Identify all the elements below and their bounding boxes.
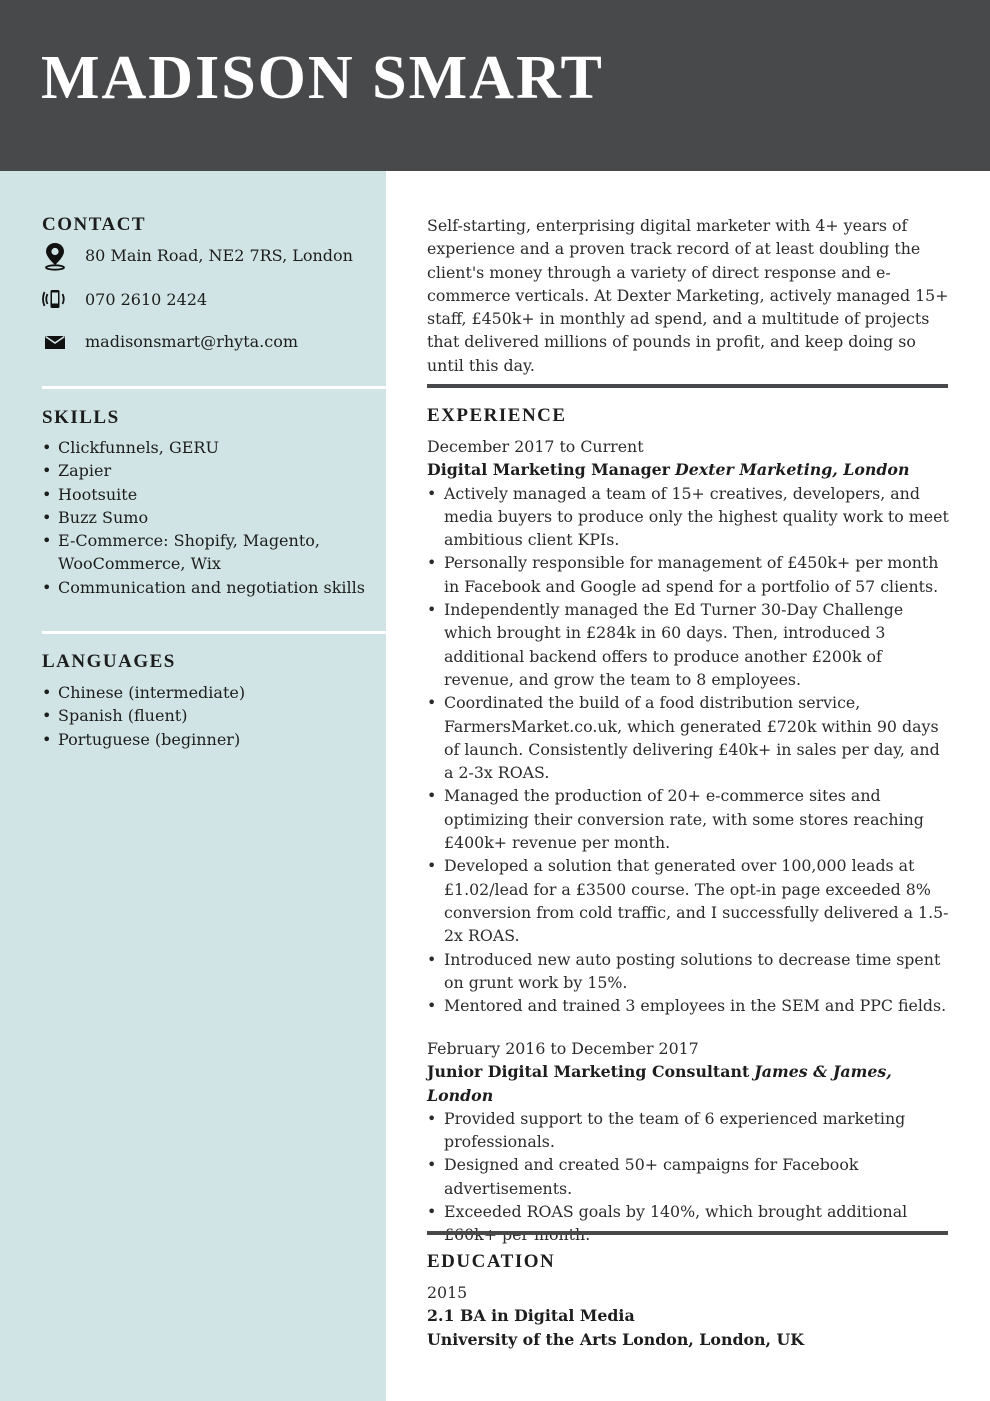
phone-icon (42, 285, 68, 315)
skill-item: • Buzz Sumo (42, 506, 372, 529)
experience-title: EXPERIENCE (427, 405, 567, 426)
professional-summary: Self-starting, enterprising digital marketer with 4+ years of experience and a proven track record of at least doubling the client's money through a variety of direct response and e-commerce verticals. At Dexter Marketing, actively managed 15+ staff, £450k+ in monthly ad spend, and a multitude of projects that delivered millions of pounds in profit, and keep doing so until this day. (427, 216, 949, 375)
language-item: • Chinese (intermediate) (42, 681, 372, 704)
divider (42, 631, 386, 634)
job-entry (427, 435, 952, 1017)
skill-item: • Zapier (42, 459, 372, 482)
job-bullet: • Provided support to the team of 6 experienced marketing professionals. (427, 1107, 952, 1154)
address-text: 80 Main Road, NE2 7RS, London (85, 246, 353, 265)
education-degree: 2.1 BA in Digital Media (427, 1306, 635, 1326)
languages-list (42, 681, 372, 751)
education-year: 2015 (427, 1283, 468, 1302)
skills-title: SKILLS (42, 407, 120, 428)
contact-email (42, 327, 372, 357)
job-bullet: • Managed the production of 20+ e-commerce sites and optimizing their conversion rate, with some stores reaching £400k+ revenue per month. (427, 784, 952, 854)
job-bullet: • Exceeded ROAS goals by 140%, which brought additional (427, 1200, 952, 1247)
job-bullet: • Coordinated the build of a food distribution service, FarmersMarket.co.uk, which generated £720k within 90 days of launch. Consistently delivering £40k+ in sales per day, and a 2-3x ROAS. (427, 691, 952, 784)
job-company: James & James, London (427, 1062, 892, 1105)
job-bullets (427, 1107, 952, 1247)
job-bullet: • Independently managed the Ed Turner 30-Day Challenge which brought in £284k in 60 days. Then, introduced 3 additional backend offers to produce another £200k of revenue, and grow the team to 8 employees. (427, 598, 952, 691)
envelope-icon (42, 327, 68, 357)
education-title: EDUCATION (427, 1251, 556, 1272)
education-school: University of the Arts London, London, UK (427, 1329, 805, 1349)
skill-item: • Hootsuite (42, 483, 372, 506)
job-bullet: • Introduced new auto posting solutions to decrease time spent on grunt work by 15%. (427, 948, 952, 995)
language-item: • Spanish (fluent) (42, 704, 372, 727)
phone-text: 070 2610 2424 (85, 290, 208, 309)
job-bullet: • Mentored and trained 3 employees in the SEM and PPC fields. (427, 994, 952, 1017)
contact-title: CONTACT (42, 214, 147, 235)
job-bullet: • Personally responsible for management of £450k+ per month in Facebook and Google ad spend for a portfolio of 57 clients. (427, 551, 952, 598)
job-heading (427, 1060, 952, 1107)
email-text: madisonsmart@rhyta.com (85, 332, 299, 351)
header-banner (0, 0, 990, 171)
job-role: Digital Marketing Manager (427, 460, 671, 480)
job-bullets (427, 482, 952, 1018)
skill-item: • Clickfunnels, GERU (42, 436, 372, 459)
skill-item: • Communication and negotiation skills (42, 576, 372, 599)
job-dates: February 2016 to December 2017 (427, 1039, 699, 1058)
education-entry (427, 1281, 952, 1351)
job-bullet: • Actively managed a team of 15+ creatives, developers, and media buyers to produce only the highest quality work to meet ambitious client KPIs. (427, 482, 952, 552)
contact-phone (42, 285, 372, 315)
divider (42, 386, 386, 389)
job-role: Junior Digital Marketing Consultant (427, 1062, 750, 1082)
sidebar (0, 171, 386, 1401)
job-dates: December 2017 to Current (427, 437, 644, 456)
languages-title: LANGUAGES (42, 651, 176, 672)
job-entry (427, 1037, 952, 1247)
candidate-name: MADISON SMART (41, 44, 604, 112)
job-bullet: • Developed a solution that generated over 100,000 leads at £1.02/lead for a £3500 course. The opt-in page exceeded 8% conversion from cold traffic, and I successfully delivered a 1.5-2x ROAS. (427, 854, 952, 947)
divider (427, 1231, 948, 1235)
contact-address (42, 241, 372, 271)
language-item: • Portuguese (beginner) (42, 728, 372, 751)
skills-list (42, 436, 372, 599)
divider (427, 384, 948, 388)
location-pin-icon (42, 241, 68, 271)
job-company: Dexter Marketing, London (675, 460, 910, 480)
job-heading (427, 458, 952, 481)
job-bullet: • Designed and created 50+ campaigns for Facebook advertisements. (427, 1153, 952, 1200)
skill-item: • E-Commerce: Shopify, Magento, WooCommerce, Wix (42, 529, 372, 576)
